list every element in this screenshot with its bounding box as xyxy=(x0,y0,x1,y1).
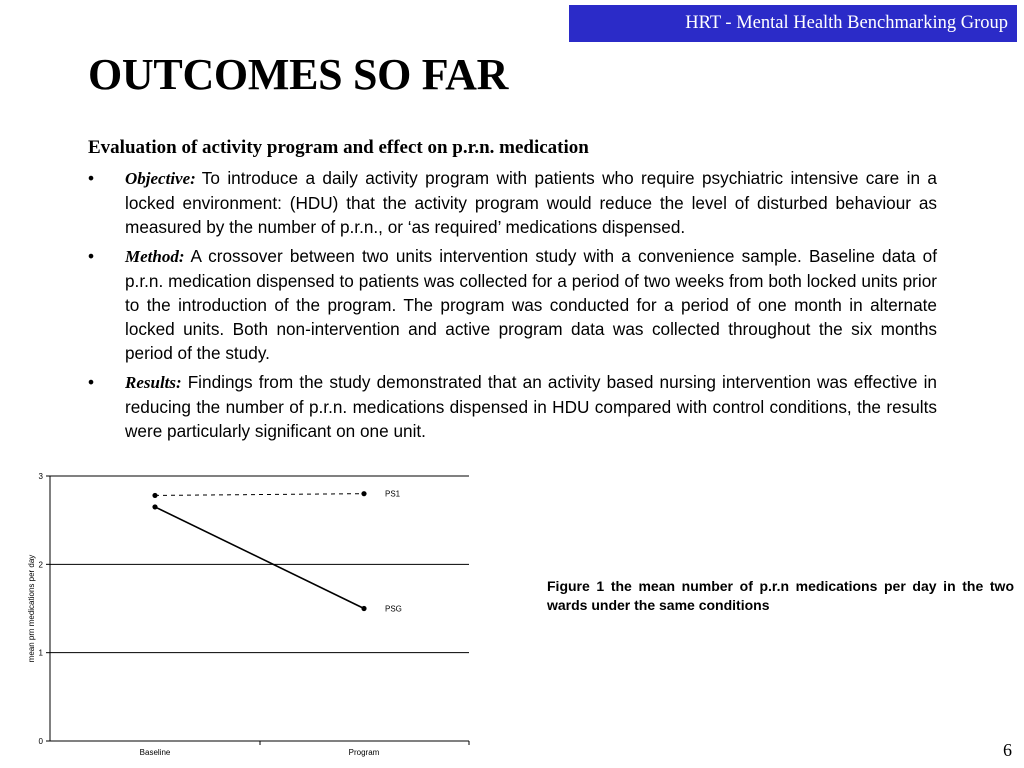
y-axis-label: mean prn medications per day xyxy=(27,554,36,663)
bullet-text: Findings from the study demonstrated that an activity based nursing intervention was effective in reducing the number of p.r.n. medications dispensed in HDU compared with control conditions, the results were particularly significant on one unit. xyxy=(125,372,937,441)
y-tick-label: 2 xyxy=(38,560,43,570)
series-label: PS1 xyxy=(385,489,401,499)
x-tick-label: Baseline xyxy=(139,748,171,757)
page-number: 6 xyxy=(1003,740,1012,760)
bullet-objective xyxy=(88,166,937,239)
line-chart xyxy=(0,466,480,762)
bullet-term: Results: xyxy=(125,373,182,392)
bullet-icon: • xyxy=(88,372,95,392)
series-line-psg xyxy=(155,507,364,609)
section-subheading: Evaluation of activity program and effect on p.r.n. medication xyxy=(88,137,589,158)
series-line-ps1 xyxy=(155,494,364,496)
bullet-term: Method: xyxy=(125,247,185,266)
data-point xyxy=(152,504,157,509)
y-tick-label: 1 xyxy=(38,648,43,658)
bullet-text: To introduce a daily activity program with patients who require psychiatric intensive care in a locked environment: (HDU) that the activity program would reduce the level of disturbed behaviour as measured by the number of p.r.n., or ‘as required’ medications dispensed. xyxy=(125,168,937,237)
data-point xyxy=(152,493,157,498)
y-tick-label: 3 xyxy=(38,472,43,481)
bullet-list xyxy=(88,166,937,448)
data-point xyxy=(361,491,366,496)
series-label: PSG xyxy=(385,604,402,614)
data-point xyxy=(361,606,366,611)
header-banner-text: HRT - Mental Health Benchmarking Group xyxy=(685,13,1008,33)
bullet-results xyxy=(88,370,937,443)
bullet-icon: • xyxy=(88,168,95,188)
y-tick-label: 0 xyxy=(38,737,43,746)
header-banner xyxy=(569,5,1017,42)
page-title: OUTCOMES SO FAR xyxy=(88,50,509,99)
bullet-method xyxy=(88,244,937,365)
bullet-term: Objective: xyxy=(125,169,196,188)
bullet-text: A crossover between two units intervention study with a convenience sample. Baseline data of p.r.n. medication dispensed to patients was collected for a period of two weeks from both locked units prior to the introduction of the program. The program was conducted for a period of one month in alternate locked units. Both non-intervention and active program data was collected throughout the six months period of the study. xyxy=(125,246,937,363)
x-tick-label: Program xyxy=(348,748,380,757)
bullet-icon: • xyxy=(88,246,95,266)
figure-caption: Figure 1 the mean number of p.r.n medications per day in the two wards under the same conditions xyxy=(547,578,1014,613)
